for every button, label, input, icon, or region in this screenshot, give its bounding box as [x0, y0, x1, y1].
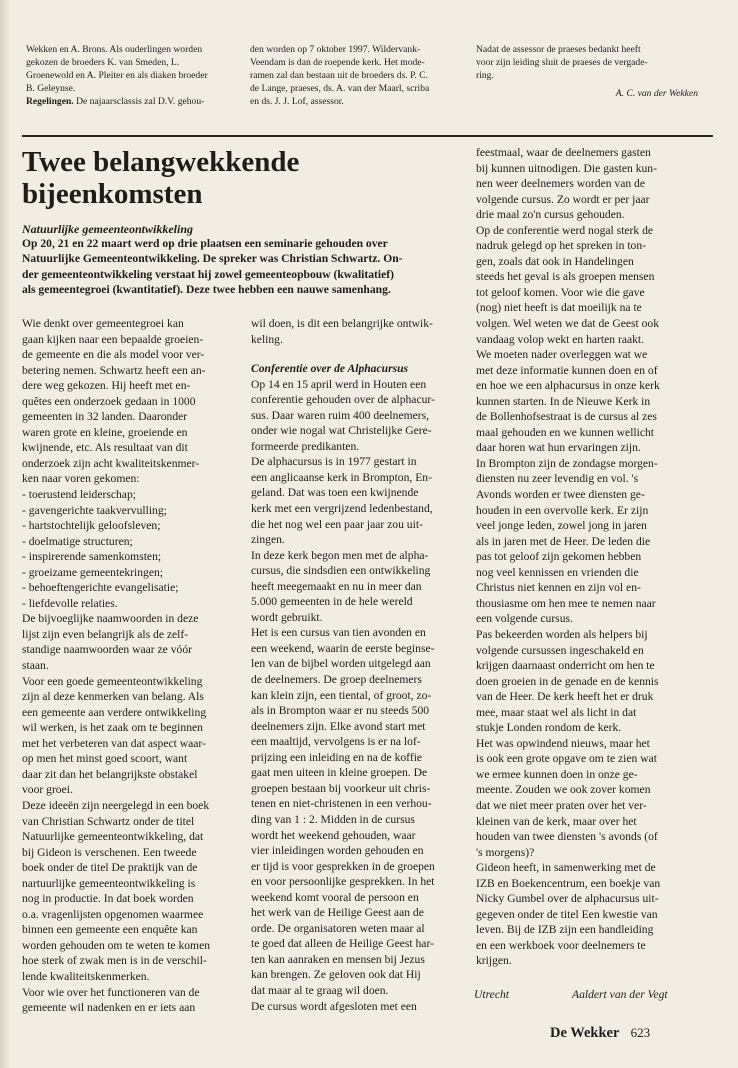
text-line: wordt het weekend gehouden, waar: [251, 828, 416, 842]
text-line: onderzoek zijn acht kwaliteitskenmer-: [22, 456, 200, 470]
text-line: sus. Daar waren ruim 400 deelnemers,: [251, 408, 430, 422]
text-line: houden in een overvolle kerk. Er zijn: [476, 503, 649, 517]
text-line: betering nemen. Schwartz heeft een an-: [22, 363, 206, 377]
text-line: ken naar voren gekomen:: [22, 472, 140, 486]
text-line: als in Brompton waar er nu steeds 500: [251, 704, 430, 718]
text-line: orde. De organisatoren weten maar al: [251, 921, 425, 935]
text-line: met het verbeteren van dat aspect waar-: [22, 736, 206, 750]
text-line: te goed dat alleen de Heilige Geest har-: [251, 937, 434, 951]
text-line: krijgen daarnaast onderricht om hen te: [476, 659, 655, 673]
text-line: gegeven onder de titel Een kwestie van: [476, 907, 658, 921]
text-line: deelnemers zijn. Elke avond start met: [251, 719, 426, 733]
text-line: tot geloof komen. Voor wie die gave: [476, 285, 645, 299]
text-line: standige naamwoorden waar ze vóór: [22, 643, 192, 657]
text-line: len van de bijbel worden uitgelegd aan: [251, 657, 431, 671]
text-line: In deze kerk begon men met de alpha-: [251, 548, 429, 562]
text-line: vandaag volop wekt en harten raakt.: [476, 332, 645, 346]
text-line: diensten nu zeer levendig en vol. 's: [476, 472, 639, 486]
text-line: is ook een grote opgave om te zien wat: [476, 752, 657, 766]
text-line: - liefdevolle relaties.: [22, 596, 118, 610]
text-line: Op de conferentie werd nogal sterk de: [476, 223, 654, 237]
text-line: Wie denkt over gemeentegroei kan: [22, 317, 184, 330]
text-line: stukje Londen rondom de kerk.: [476, 721, 622, 735]
text-line: - hartstochtelijk geloofsleven;: [22, 519, 161, 533]
text-line: In Brompton zijn de zondagse morgen-: [476, 456, 658, 470]
text-line: worden gehouden om te weten te komen: [22, 938, 211, 952]
text-line: lijst zijn even belangrijk als de zelf-: [22, 627, 189, 641]
article-column-3: [476, 145, 716, 969]
text-line: onder wie nogal wat Christelijke Gere-: [251, 424, 432, 438]
text-line: prijzing een inleiding en na de koffie: [251, 750, 423, 764]
text-line: Natuurlijke Gemeenteontwikkeling. De spreker was Christian Schwartz. On-: [22, 252, 403, 266]
text-line: daar horen wat hun ervaringen zijn.: [476, 441, 641, 455]
text-line: een maaltijd, vervolgens is er na lof-: [251, 735, 421, 749]
text-line: er tijd is voor gesprekken in de groepen: [251, 859, 435, 873]
text-line: formeerde predikanten.: [251, 439, 360, 453]
text-line: Nicky Gumbel over de alphacursus uit-: [476, 892, 659, 906]
text-line: den worden op 7 oktober 1997. Wildervank-: [250, 44, 421, 55]
text-line: Pas bekeerden worden als helpers bij: [476, 627, 648, 641]
previous-article-column-3: [476, 44, 698, 101]
text-line: en een werkboek voor deelnemers te: [476, 938, 646, 952]
text-line: quêtes een onderzoek gedaan in 1000: [22, 394, 196, 408]
text-line: ding van 1 : 2. Midden in de cursus: [251, 812, 415, 826]
text-line: Op 14 en 15 april werd in Houten een: [251, 377, 427, 391]
text-line: van de Heer. De kerk heeft het er druk: [476, 690, 654, 704]
text-line: tenen en niet-christenen in een verhou-: [251, 797, 432, 811]
section-divider: [22, 135, 713, 137]
text-line: Nadat de assessor de praeses bedankt heeft: [476, 44, 641, 55]
text-line: dat we niet meer praten over het ver-: [476, 798, 647, 812]
text-line: als in jaren met de Heer. De leden die: [476, 534, 651, 548]
text-line: waren grote en kleine, groeiende en: [22, 425, 188, 439]
text-line: Gideon heeft, in samenwerking met de: [476, 861, 656, 875]
signature-place: Utrecht: [474, 988, 509, 1001]
text-line: lende kwaliteitskenmerken.: [22, 969, 150, 983]
text-line: Het was opwindend nieuws, maar het: [476, 736, 650, 750]
page-number: 623: [630, 1025, 651, 1040]
text-line: dat maar al te graag wil doen.: [251, 983, 389, 997]
text-line: De cursus wordt afgesloten met een: [251, 999, 417, 1013]
text-line: - gavengerichte taakvervulling;: [22, 503, 167, 517]
text-line: ramen zal dan bestaan uit de broeders ds. P. C.: [250, 69, 428, 81]
text-line: gemeente wil nadenken en er iets aan: [22, 1001, 196, 1015]
text-line: dere weg gekozen. Hij heeft met en-: [22, 379, 191, 393]
text-line: mee, maar staat wel als licht in dat: [476, 705, 637, 719]
text-line: thousiasme om hen mee te nemen naar: [476, 596, 656, 610]
text-line: De alphacursus is in 1977 gestart in: [251, 455, 417, 469]
text-line: kleinen van de kerk, maar over het: [476, 814, 637, 828]
text-line: doen groeien in de genade en de kennis: [476, 674, 659, 688]
text-line: o.a. vragenlijsten opgenomen waarmee: [22, 907, 204, 921]
text-line: zingen.: [251, 533, 285, 547]
column-1-text: [22, 316, 247, 1016]
text-line: vier inleidingen worden gehouden en: [251, 844, 424, 858]
text-line: bij kunnen uitnodigen. Die gasten kun-: [476, 161, 657, 175]
text-line: Wekken en A. Brons. Als ouderlingen worden: [26, 44, 203, 55]
text-line: meente. Zouden we ook zover komen: [476, 783, 651, 797]
text-line: groepen bestaan bij voorkeur uit chris-: [251, 781, 431, 795]
text-line: geland. Dat was toen een kwijnende: [251, 486, 419, 500]
text-line: de deelnemers. De groep deelnemers: [251, 673, 422, 687]
text-line: heeft meegemaakt en nu in meer dan: [251, 579, 422, 593]
previous-col1-lines: [26, 44, 248, 96]
article-column-2: [251, 316, 476, 1014]
text-line: kwijnende, etc. Als resultaat van dit: [22, 441, 188, 455]
previous-article-column-2: [250, 44, 472, 109]
article-title: Twee belangwekkende bijeenkomsten: [22, 146, 300, 210]
page-binding-shadow: [0, 0, 10, 1068]
text-line: een gemeente aan verdere ontwikkeling: [22, 705, 207, 719]
text-line: nog veel kennissen en vrienden die: [476, 565, 639, 579]
text-line: 's morgens)?: [476, 845, 535, 859]
text-line: wil doen, is dit een belangrijke ontwik-: [251, 317, 433, 330]
text-line: Avonds worden er twee diensten ge-: [476, 488, 645, 502]
previous-article-column-1: [26, 44, 248, 109]
text-line: nog in productie. In dat boek worden: [22, 892, 194, 906]
text-line: Natuurlijke gemeenteontwikkeling, dat: [22, 830, 204, 844]
text-line: kan brengen. Ze geloven ook dat Hij: [251, 968, 421, 982]
text-line: gemeenten in 32 landen. Daaronder: [22, 410, 188, 424]
text-line: Veendam is dan de roepende kerk. Het mode-: [250, 56, 425, 68]
text-line: voor zijn leiding sluit de praeses de vergade-: [476, 56, 648, 68]
text-line: der gemeenteontwikkeling verstaat hij zowel gemeenteopbouw (kwalitatief): [22, 267, 395, 281]
text-line: kerk met een vergrijzend ledenbestand,: [251, 502, 433, 516]
text-line: zijn al deze kenmerken van belang. Als: [22, 690, 204, 704]
text-line: en voor persoonlijke gesprekken. In het: [251, 875, 435, 889]
text-line: op men het minst goed scoort, want: [22, 752, 188, 766]
text-line: steeds het geval is als groepen mensen: [476, 270, 655, 284]
text-line: bij Gideon is verschenen. Een tweede: [22, 845, 197, 859]
text-line: daar zit dan het belangrijkste obstakel: [22, 767, 198, 781]
text-line: krijgen.: [476, 954, 512, 968]
text-line: keling.: [251, 332, 283, 346]
text-line: nadruk gelegd op het spreken in ton-: [476, 239, 646, 253]
text-line: het werk van de Heilige Geest aan de: [251, 906, 424, 920]
text-line: drie maal zo'n cursus gehouden.: [476, 208, 625, 222]
text-line: feestmaal, waar de deelnemers gasten: [476, 146, 651, 159]
regelingen-label: Regelingen.: [26, 95, 74, 107]
previous-col3-lines: [476, 44, 698, 83]
text-line: IZB en Boekencentrum, een boekje van: [476, 876, 661, 890]
article-lead: [22, 236, 403, 297]
text-line: De bijvoeglijke naamwoorden in deze: [22, 612, 199, 626]
text-line: die het nog wel een paar jaar zou uit-: [251, 517, 423, 531]
text-line: binnen een gemeente een enquête kan: [22, 923, 198, 937]
text-line: volgen. Wel weten we dat de Geest ook: [476, 317, 660, 331]
text-line: conferentie gehouden over de alphacur-: [251, 393, 435, 407]
text-line: ring.: [476, 69, 494, 81]
text-line: een volgende cursus.: [476, 612, 573, 626]
text-line: Het is een cursus van tien avonden en: [251, 626, 426, 640]
magazine-name: De Wekker: [550, 1025, 620, 1041]
text-line: We moeten nader overleggen wat we: [476, 348, 648, 362]
text-line: boek onder de titel De praktijk van de: [22, 861, 198, 875]
text-line: volgende cursus. Zo wordt er per jaar: [476, 192, 650, 206]
text-line: en hoe we een alphacursus in onze kerk: [476, 379, 660, 393]
column-2-text-a: [251, 316, 476, 347]
text-line: nartuurlijke gemeenteontwikkeling is: [22, 876, 196, 890]
text-line: gen, zoals dat ook in Handelingen: [476, 254, 634, 268]
text-line: - inspirerende samenkomsten;: [22, 550, 162, 564]
text-line: kunnen starten. In de Nieuwe Kerk in: [476, 394, 651, 408]
regelingen-text: De najaarsclassis zal D.V. gehou-: [73, 95, 205, 107]
text-line: houden van twee diensten 's avonds (of: [476, 830, 658, 844]
text-line: weekend komt vooral de persoon en: [251, 890, 419, 904]
signature-author: Aaldert van der Vegt: [572, 988, 668, 1001]
text-line: cursus, die sindsdien een ontwikkeling: [251, 564, 431, 578]
text-line: pas tot geloof zijn gekomen hebben: [476, 550, 642, 564]
page-footer: [550, 1025, 650, 1042]
text-line: Groenewold en A. Pleiter en als diaken broeder: [26, 69, 208, 81]
previous-article-signature: A. C. van der Wekken: [615, 87, 698, 99]
text-line: voor groei.: [22, 783, 73, 797]
text-line: de gemeente en die als model voor ver-: [22, 348, 205, 362]
text-line: - behoeftengerichte evangelisatie;: [22, 581, 179, 595]
text-line: en ds. J. J. Lof, assessor.: [250, 95, 344, 107]
text-line: de Bollenhofsestraat is de cursus al zes: [476, 410, 657, 424]
text-line: gekozen de broeders K. van Smeden, L.: [26, 56, 180, 68]
alphacursus-subheading: Conferentie over de Alphacursus: [251, 362, 409, 376]
text-line: van Christian Schwartz onder de titel: [22, 814, 195, 828]
text-line: Christus niet kennen en zijn vol en-: [476, 581, 641, 595]
text-line: Voor een goede gemeenteontwikkeling: [22, 674, 203, 688]
text-line: wordt gebruikt.: [251, 610, 323, 624]
text-line: ten kan aanraken en mensen bij Jezus: [251, 952, 425, 966]
column-2-text-b: [251, 377, 476, 1014]
text-line: veel jonge leden, zowel jong in jaren: [476, 519, 647, 533]
text-line: hoe sterk of zwak men is in de verschil-: [22, 954, 207, 968]
previous-col2-lines: [250, 44, 472, 109]
text-line: (nog) niet heeft is dat moeilijk na te: [476, 301, 642, 315]
text-line: - toerustend leiderschap;: [22, 488, 136, 502]
text-line: maal gehouden en we kunnen wellicht: [476, 425, 655, 439]
text-line: Op 20, 21 en 22 maart werd op drie plaatsen een seminarie gehouden over: [22, 237, 388, 250]
text-line: we ermee kunnen doen in onze ge-: [476, 767, 638, 781]
text-line: een weekend, waarin de eerste beginse-: [251, 641, 435, 655]
text-line: als gemeentegroei (kwantitatief). Deze twee hebben een nauwe samenhang.: [22, 282, 391, 296]
column-3-text: [476, 145, 716, 969]
text-line: kan klein zijn, een tiental, of groot, zo-: [251, 688, 432, 702]
text-line: B. Geleynse.: [26, 82, 76, 94]
article-column-1: [22, 316, 247, 1016]
text-line: 5.000 gemeenten in de hele wereld: [251, 595, 413, 609]
text-line: wil werken, is het zaak om te beginnen: [22, 721, 203, 735]
text-line: nen weer deelnemers worden van de: [476, 177, 645, 191]
text-line: volgende cursussen ingeschakeld en: [476, 643, 644, 657]
text-line: - groeizame gemeentekringen;: [22, 565, 163, 579]
text-line: gaan kijken naar een bepaalde groeien-: [22, 332, 204, 346]
text-line: de Lange, praeses, ds. A. van der Maarl, scriba: [250, 82, 430, 94]
text-line: - doelmatige structuren;: [22, 534, 133, 548]
article-kicker: Natuurlijke gemeenteontwikkeling: [22, 222, 194, 236]
text-line: staan.: [22, 659, 49, 673]
text-line: Voor wie over het functioneren van de: [22, 985, 200, 999]
text-line: leven. Bij de IZB zijn een handleiding: [476, 923, 654, 937]
text-line: gaat men uiteen in kleine groepen. De: [251, 766, 428, 780]
text-line: een anglicaanse kerk in Brompton, En-: [251, 470, 432, 484]
text-line: Deze ideeën zijn neergelegd in een boek: [22, 798, 210, 812]
text-line: met deze informatie kunnen doen en of: [476, 363, 658, 377]
